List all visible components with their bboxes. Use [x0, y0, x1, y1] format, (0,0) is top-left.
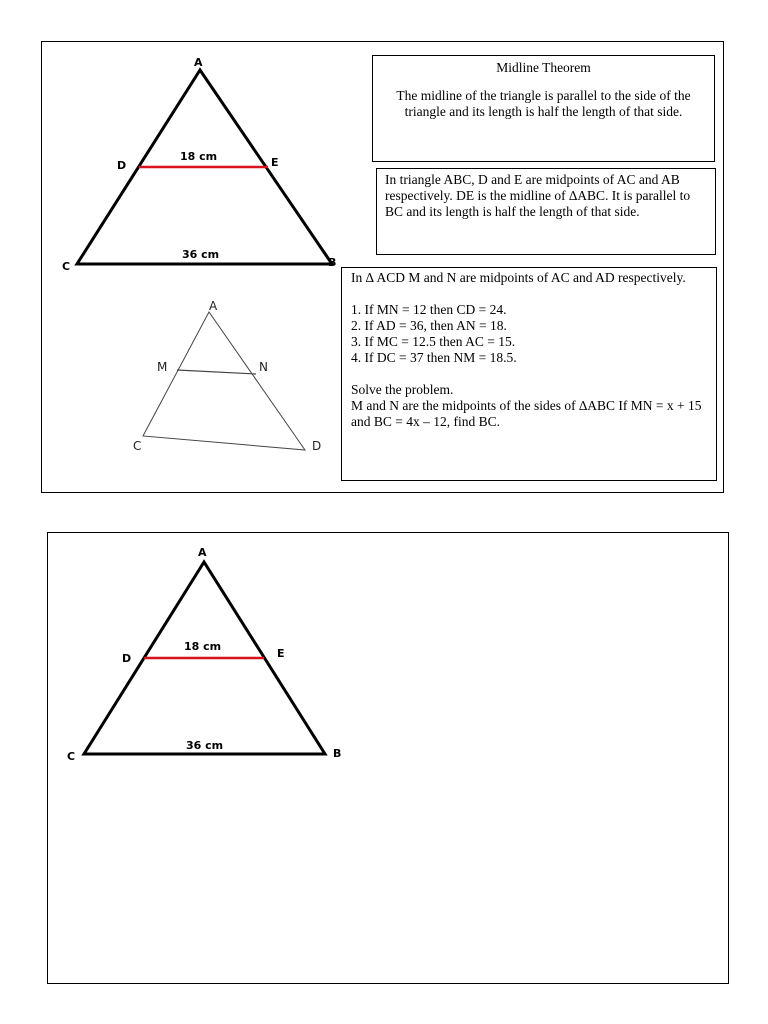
- theorem-title: Midline Theorem: [496, 60, 591, 75]
- bottom-worksheet-card: [47, 532, 729, 984]
- midline-length-label: 18 cm: [180, 150, 218, 163]
- vertex-label-c: C: [62, 260, 71, 273]
- top-worksheet-card: [41, 41, 724, 493]
- vertex-label-a-2: A: [209, 299, 218, 313]
- vertex-label-m: M: [157, 360, 168, 374]
- midline-mn: [177, 370, 256, 374]
- vertex-label-b: B: [333, 747, 342, 760]
- exercise-item: 4. If DC = 37 then NM = 18.5.: [351, 350, 517, 365]
- exercise-item: 1. If MN = 12 then CD = 24.: [351, 302, 507, 317]
- exercise-item: 2. If AD = 36, then AN = 18.: [351, 318, 507, 333]
- vertex-label-b: B: [328, 256, 337, 269]
- exercise-item: 3. If MC = 12.5 then AC = 15.: [351, 334, 516, 349]
- base-length-label: 36 cm: [186, 739, 224, 752]
- triangle-acd-figure: [133, 299, 321, 453]
- vertex-label-a: A: [198, 546, 207, 559]
- problem-heading: Solve the problem.: [351, 382, 454, 397]
- theorem-box: [372, 55, 715, 162]
- midline-figure-bottom: [48, 533, 730, 985]
- vertex-label-d: D: [122, 652, 132, 665]
- example-text: In triangle ABC, D and E are midpoints of AC and AB respectively. DE is the midline of ∆ABC. It is parallel to BC and its length is half the length of that side.: [385, 172, 691, 219]
- vertex-label-c-2: C: [133, 439, 142, 453]
- vertex-label-e: E: [271, 156, 279, 169]
- exercise-intro: In ∆ ACD M and N are midpoints of AC and AD respectively.: [351, 270, 686, 285]
- triangle-acd: [143, 312, 305, 450]
- midline-length-label: 18 cm: [184, 640, 222, 653]
- vertex-label-a: A: [194, 56, 203, 69]
- theorem-text: The midline of the triangle is parallel to the side of the triangle and its length is half the length of that side.: [396, 88, 691, 119]
- exercise-box: [341, 267, 717, 481]
- vertex-label-d: D: [117, 159, 127, 172]
- base-length-label: 36 cm: [182, 248, 220, 261]
- vertex-label-d-2: D: [312, 439, 322, 453]
- triangle-abc-figure: [67, 546, 341, 763]
- vertex-label-n: N: [259, 360, 268, 374]
- triangle-abc-figure: [62, 56, 336, 273]
- example-box: [376, 168, 716, 255]
- vertex-label-e: E: [277, 647, 285, 660]
- vertex-label-c: C: [67, 750, 76, 763]
- problem-text: M and N are the midpoints of the sides of ∆ABC If MN = x + 15 and BC = 4x – 12, find BC.: [351, 398, 702, 429]
